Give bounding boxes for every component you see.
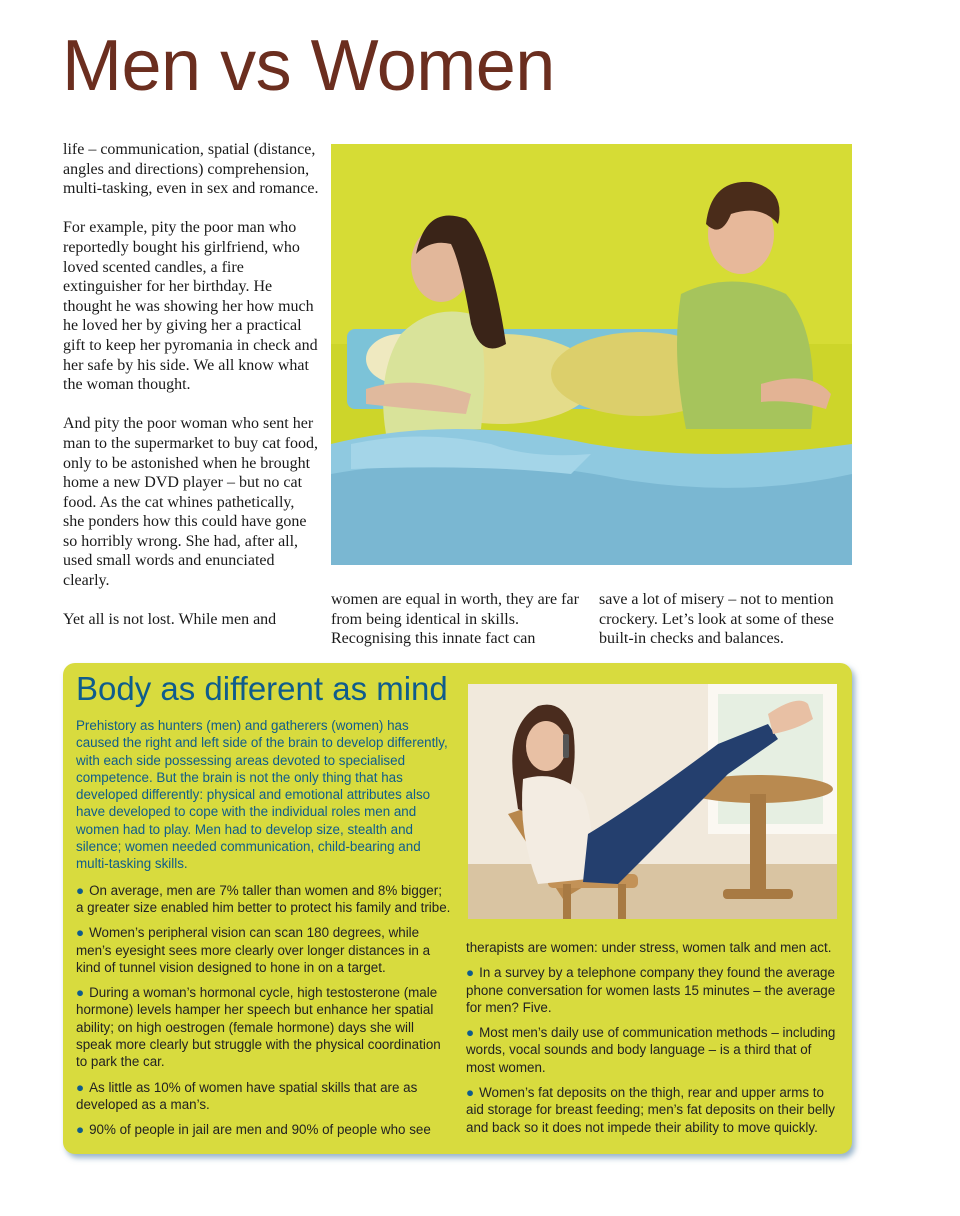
- sidebar-intro: Prehistory as hunters (men) and gatherers (women) has caused the right and left side of the brain to develop differently, with each side possessing areas devoted to specialised competence. But the brain is not the only thing that has developed differently: physical and emotional attributes also have developed to cope with the individual roles men and women had to play. Men had to develop size, stealth and silence; women needed communication, child-bearing and multi-tasking skills.: [76, 718, 448, 872]
- bullet-icon: ●: [466, 965, 475, 981]
- bullet-icon: ●: [466, 1025, 475, 1041]
- sidebar-title: Body as different as mind: [76, 670, 448, 707]
- article-paragraph: Yet all is not lost. While men and: [63, 611, 277, 629]
- bullet-icon: ●: [76, 1079, 85, 1095]
- fact-bullet: [466, 1084, 836, 1136]
- fact-text: On average, men are 7% taller than women and 8% bigger; a greater size enabled him better to protect his family and tribe.: [76, 882, 451, 915]
- page-title: Men vs Women: [62, 26, 555, 106]
- article-column-middle: women are equal in worth, they are far from being identical in skills. Recognising this innate fact can: [331, 591, 579, 648]
- fact-text: In a survey by a telephone company they found the average phone conversation for women lasts 15 minutes – the average for men? Five.: [466, 965, 836, 1015]
- article-paragraph: And pity the poor woman who sent her man to the supermarket to buy cat food, only to be astonished when he brought home a new DVD player – but no cat food. As the cat whines pathetically, she ponders how this could have gone so horribly wrong. She had, after all, used small words and enunciated clearly.: [63, 415, 319, 590]
- fact-bullet: [76, 882, 452, 917]
- fact-bullet: [466, 964, 836, 1016]
- fact-text: Women’s peripheral vision can scan 180 degrees, while men’s eyesight sees more clearly over longer distances in a kind of tunnel vision designed to hone in on a target.: [76, 925, 431, 975]
- bullet-icon: ●: [76, 925, 85, 941]
- fact-text: As little as 10% of women have spatial skills that are as developed as a man’s.: [76, 1079, 418, 1112]
- sidebar-box: [63, 663, 852, 1154]
- fact-text: Women’s fat deposits on the thigh, rear and upper arms to aid storage for breast feeding; men’s fat deposits on their belly and back so it does not impede their ability to move quickly.: [466, 1085, 835, 1135]
- fact-text: 90% of people in jail are men and 90% of people who see: [89, 1122, 431, 1138]
- fact-continuation: therapists are women: under stress, women talk and men act.: [466, 940, 832, 955]
- bullet-icon: ●: [76, 985, 85, 1001]
- sidebar-column-right: [466, 939, 836, 1144]
- couple-photo: [331, 144, 852, 565]
- article-column-left: [63, 140, 319, 649]
- fact-text: Most men’s daily use of communication methods – including words, vocal sounds and body language – is a third that of most women.: [466, 1025, 836, 1075]
- fact-text: During a woman’s hormonal cycle, high testosterone (male hormone) levels hamper her speech but enhance her spatial ability; on high oestrogen (female hormone) days she will speak more clearly but struggle with the physical coordination to park the car.: [76, 985, 441, 1070]
- woman-on-phone-photo: [468, 684, 837, 919]
- bullet-icon: ●: [76, 1122, 85, 1138]
- article-paragraph: For example, pity the poor man who reportedly bought his girlfriend, who loved scented candles, a fire extinguisher for her birthday. He thought he was showing her how much he loved her by giving her a practical gift to keep her pyromania in check and her safe by his side. We all know what the woman thought.: [63, 219, 318, 394]
- bullet-icon: ●: [466, 1085, 475, 1101]
- fact-bullet: [76, 1121, 452, 1138]
- fact-bullet: [76, 984, 452, 1070]
- sidebar-column-left: [76, 717, 452, 1147]
- article-column-right: save a lot of misery – not to mention crockery. Let’s look at some of these built-in checks and balances.: [599, 591, 834, 648]
- article-paragraph: life – communication, spatial (distance, angles and directions) comprehension, multi-tasking, even in sex and romance.: [63, 141, 319, 198]
- fact-bullet: [76, 1079, 452, 1114]
- fact-bullet: [76, 924, 452, 976]
- bullet-icon: ●: [76, 882, 85, 898]
- fact-bullet: [466, 1024, 836, 1076]
